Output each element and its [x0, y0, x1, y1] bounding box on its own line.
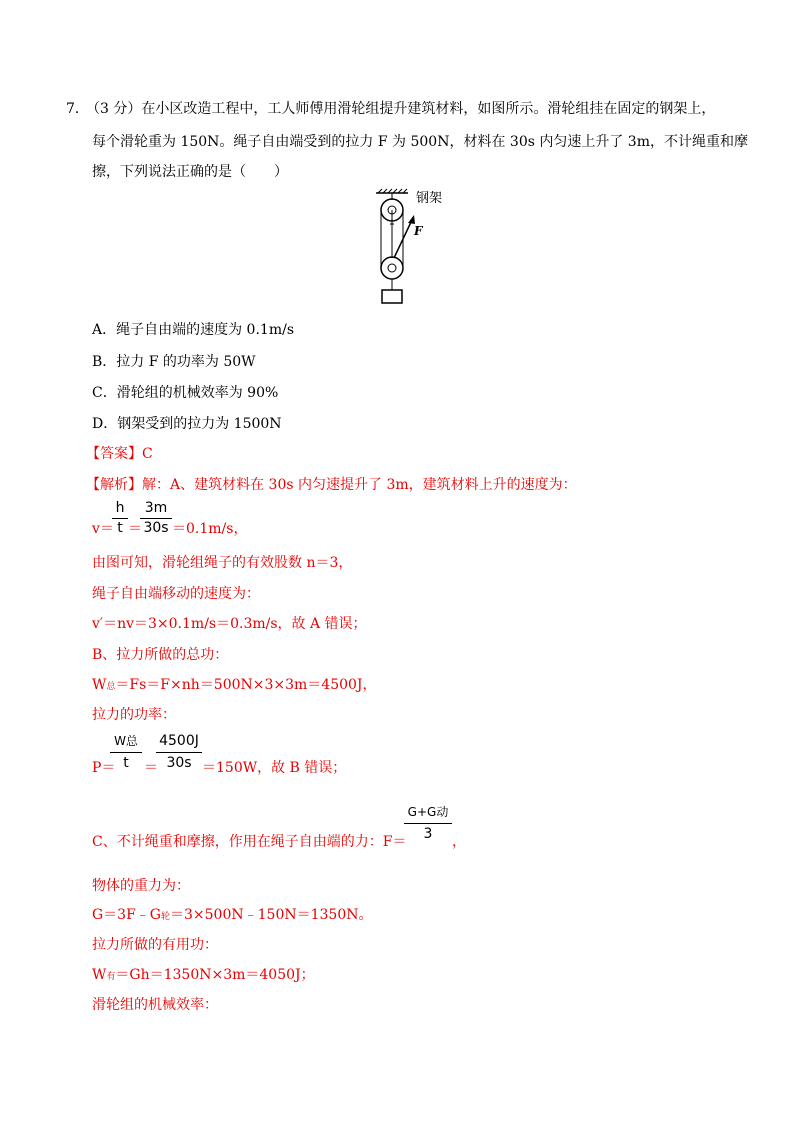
figure-label-force: F	[414, 224, 423, 238]
velocity-eq: ＝	[128, 521, 142, 537]
useful-work-formula: ＝Gh＝1350N×3m＝4050J；	[115, 967, 315, 983]
pulley-figure	[370, 188, 460, 308]
analysis-c-comma: ，	[452, 834, 466, 850]
analysis-line-4: 绳子自由端移动的速度为：	[92, 586, 260, 602]
analysis-line-11: 物体的重力为：	[92, 878, 190, 894]
velocity-frac2-line	[140, 518, 172, 519]
useful-work-symbol: W	[92, 967, 107, 983]
analysis-line-15: 滑轮组的机械效率：	[92, 997, 218, 1013]
gravity-sub: 轮	[161, 912, 171, 922]
power-frac2-line	[156, 752, 202, 753]
power-frac2-num: 4500J	[159, 733, 199, 749]
total-work-symbol: W	[92, 677, 107, 693]
velocity-frac1-den: t	[117, 520, 123, 536]
question-line-2: 每个滑轮重为 150N。绳子自由端受到的拉力 F 为 500N，材料在 30s 内匀速上升了 3m，不计绳重和摩	[92, 134, 748, 150]
force-frac-den: 3	[423, 826, 433, 842]
analysis-line-13: 拉力所做的有用功：	[92, 937, 218, 953]
power-frac1-den: t	[123, 755, 129, 771]
velocity-frac1-num: h	[115, 500, 125, 516]
useful-work-sub: 有	[106, 972, 116, 982]
pulley-diagram	[370, 188, 460, 308]
analysis-line-5: v′＝nv＝3×0.1m/s＝0.3m/s，故 A 错误；	[92, 616, 367, 632]
total-work-formula: ＝Fs＝F×nh＝500N×3×3m＝4500J，	[115, 677, 377, 693]
force-frac-num: G+G动	[407, 805, 449, 819]
analysis-line-3: 由图可知，滑轮组绳子的有效股数 n＝3，	[92, 555, 353, 571]
analysis-line-14	[92, 966, 315, 986]
force-frac-line	[404, 823, 452, 824]
question-line-3: 擦，下列说法正确的是（ ）	[92, 164, 288, 180]
velocity-prefix: v＝	[92, 521, 114, 537]
answer: 【答案】C	[86, 446, 153, 462]
option-c: C．滑轮组的机械效率为 90%	[92, 385, 279, 401]
question-line-1: （3 分）在小区改造工程中，工人师傅用滑轮组提升建筑材料，如图所示。滑轮组挂在固定的钢架上，	[86, 101, 716, 117]
gravity-prefix: G＝3F﹣G	[92, 907, 161, 923]
analysis-line-12	[92, 906, 372, 926]
option-a: A．绳子自由端的速度为 0.1m/s	[92, 322, 295, 338]
velocity-frac2-num: 3m	[144, 500, 168, 516]
question-number: 7．	[66, 101, 89, 117]
power-frac1-num: W总	[114, 734, 138, 748]
figure-label-frame: 钢架	[416, 191, 443, 206]
power-eq: ＝	[144, 760, 158, 776]
analysis-line-6: B、拉力所做的总功：	[92, 647, 229, 663]
power-frac2-den: 30s	[166, 755, 192, 771]
velocity-frac1-line	[112, 518, 128, 519]
option-b: B．拉力 F 的功率为 50W	[92, 354, 256, 370]
power-prefix: P＝	[92, 760, 116, 776]
gravity-formula: ＝3×500N﹣150N＝1350N。	[170, 907, 373, 923]
analysis-c-text: C、不计绳重和摩擦，作用在绳子自由端的力：F＝	[92, 834, 407, 850]
option-d: D．钢架受到的拉力为 1500N	[92, 416, 282, 432]
velocity-frac2-den: 30s	[143, 520, 169, 536]
analysis-line-7	[92, 676, 377, 696]
analysis-line-8: 拉力的功率：	[92, 707, 176, 723]
power-result: ＝150W，故 B 错误；	[202, 760, 347, 776]
total-work-sub: 总	[106, 682, 116, 692]
analysis-line-1: 【解析】解：A、建筑材料在 30s 内匀速提升了 3m，建筑材料上升的速度为：	[86, 477, 577, 493]
power-frac1-line	[110, 752, 142, 753]
velocity-result: ＝0.1m/s，	[172, 521, 248, 537]
